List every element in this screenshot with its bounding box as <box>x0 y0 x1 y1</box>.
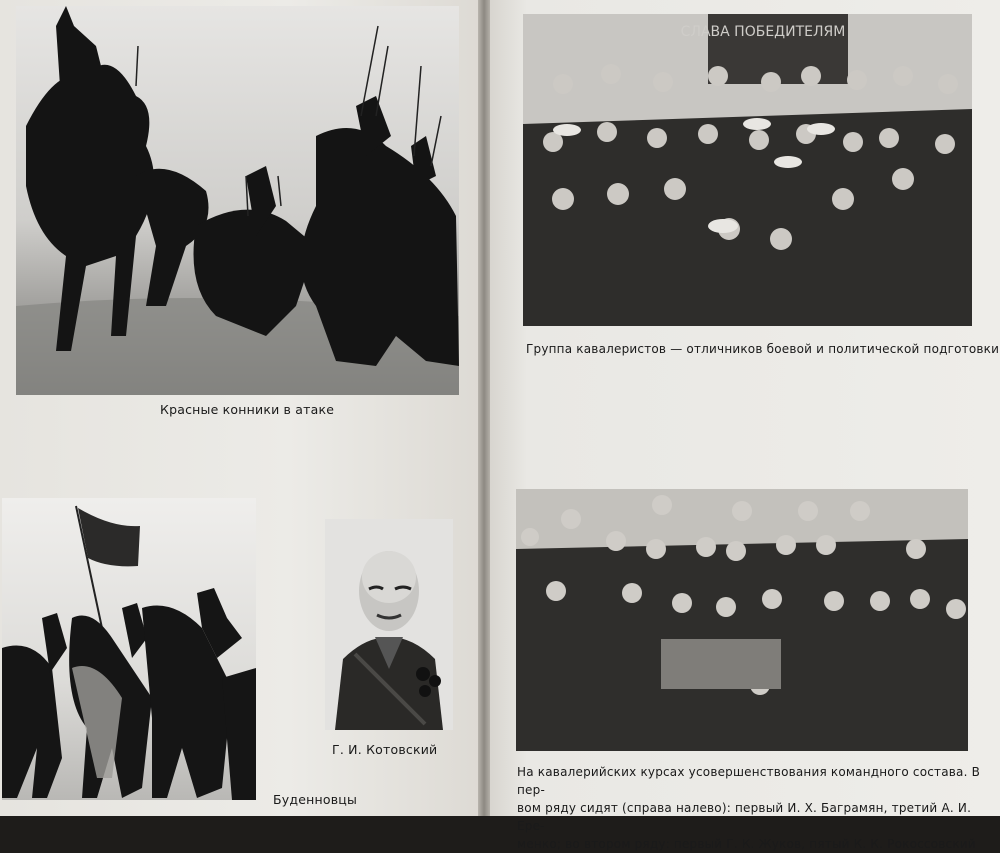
cavalry-charge-photo <box>16 6 459 395</box>
banner-text: СЛАВА ПОБЕДИТЕЛЯМ <box>680 24 846 40</box>
photo-caption-multiline <box>517 763 997 853</box>
photo-caption: Группа кавалеристов — отличников боевой и политической подготовки <box>526 342 1000 356</box>
photo-caption: Г. И. Котовский <box>332 742 438 757</box>
caption-line: менко; во втором ряду: первый Г. К. Жуков, пятый К. К. Рокоссовский <box>517 837 976 851</box>
photo-caption: Буденновцы <box>273 792 358 807</box>
officers-course-photo <box>516 489 968 751</box>
book-gutter <box>478 0 490 816</box>
kotovsky-portrait <box>325 519 453 730</box>
budyonnovtsy-photo <box>2 498 256 800</box>
cavalrymen-group-photo <box>523 14 972 326</box>
caption-line: вом ряду сидят (справа налево): первый И. Х. Баграмян, третий А. И. Ере- <box>517 801 972 833</box>
photo-caption: Красные конники в атаке <box>160 402 335 417</box>
caption-line: На кавалерийских курсах усовершенствования командного состава. В пер- <box>517 765 981 797</box>
